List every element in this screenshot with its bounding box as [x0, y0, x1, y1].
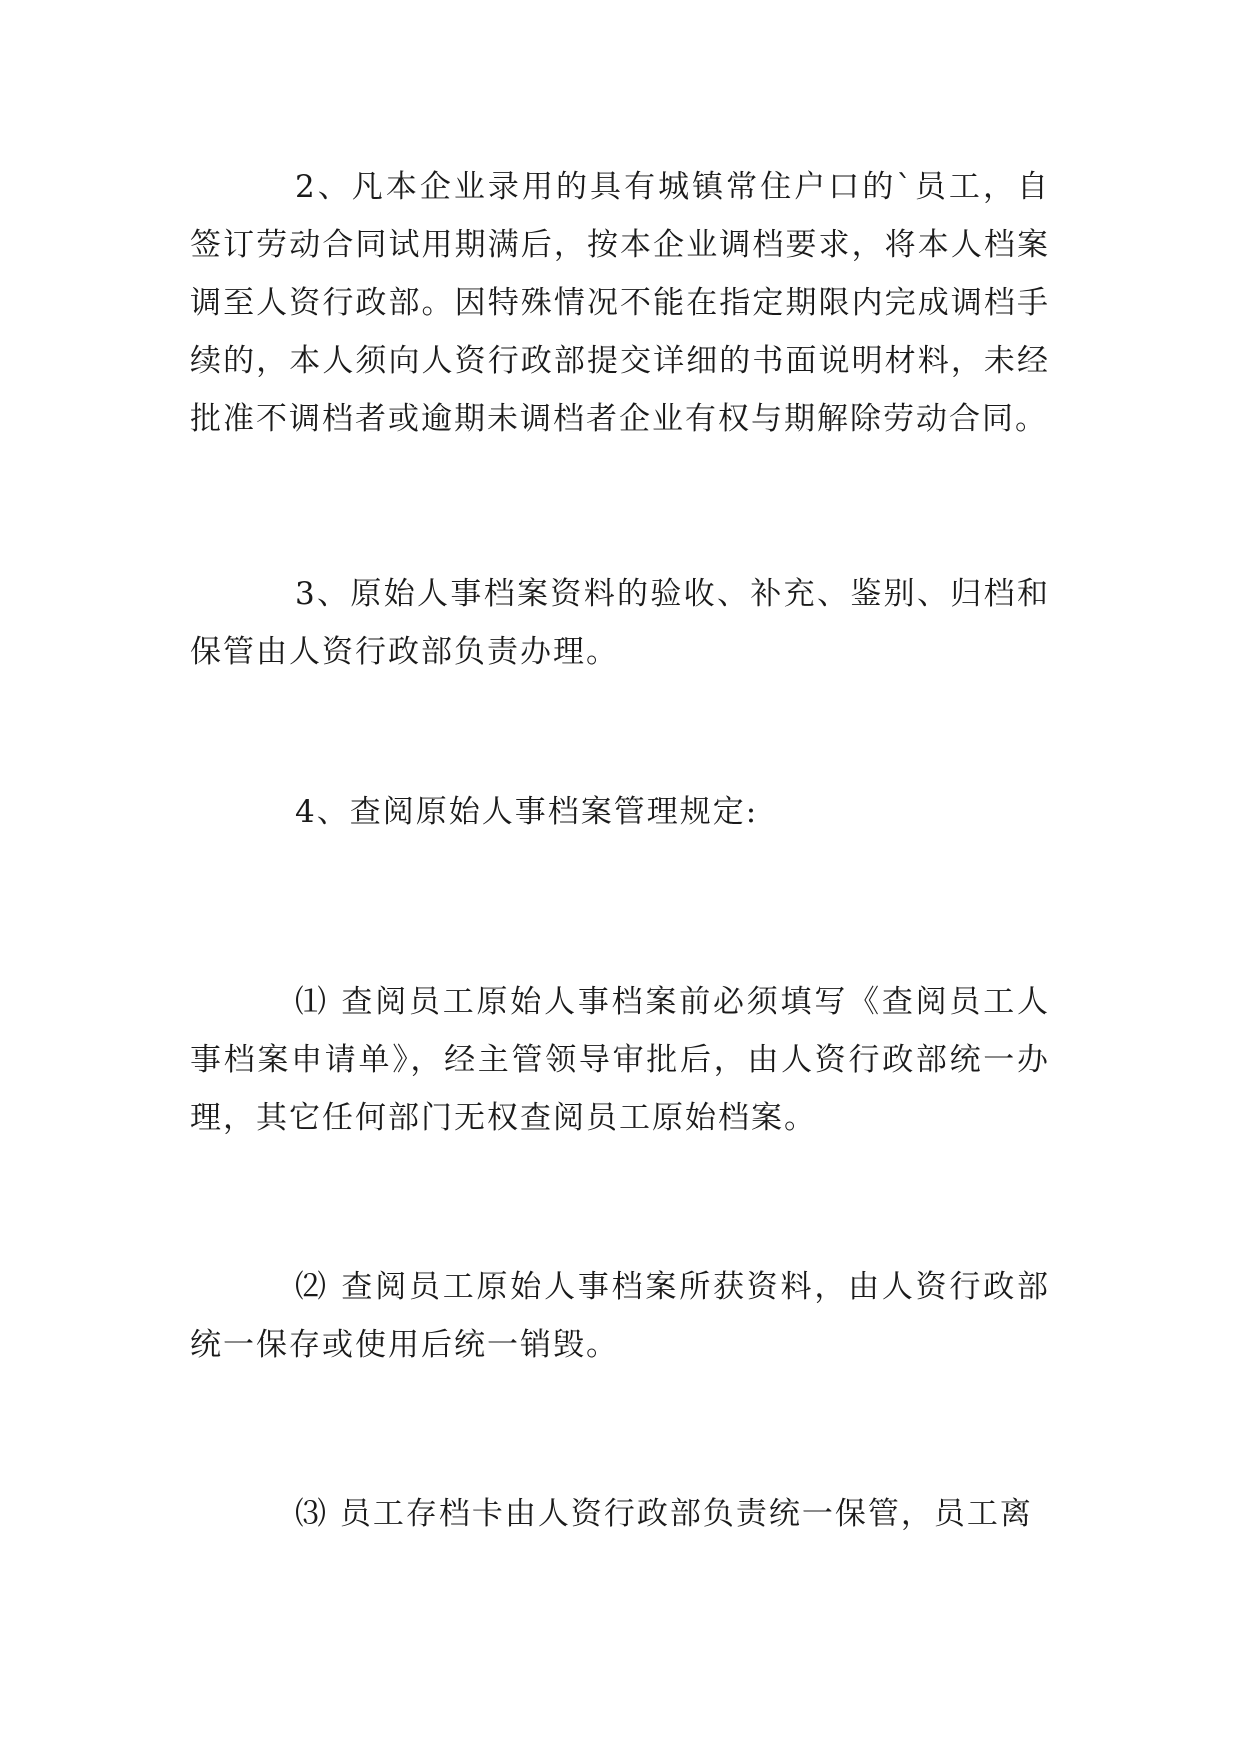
paragraph-subitem-2-materials-handling: ⑵ 查阅员工原始人事档案所获资料，由人资行政部统一保存或使用后统一销毁。 [190, 1269, 1050, 1363]
paragraph-item-4-access-rules-heading: 4、查阅原始人事档案管理规定: [295, 794, 759, 830]
paragraph-item-3-archive-management: 3、原始人事档案资料的验收、补充、鉴别、归档和保管由人资行政部负责办理。 [190, 576, 1050, 670]
paragraph-item-2-transfer-files: 2、凡本企业录用的具有城镇常住户口的`员工，自签订劳动合同试用期满后，按本企业调档要求，将本人档案调至人资行政部。因特殊情况不能在指定期限内完成调档手续的，本人须向人资行政部提交详细的书面说明材料，未经批准不调档者或逾期未调档者企业有权与期解除劳动合同。 [190, 169, 1050, 437]
paragraph-subitem-3-filing-card: ⑶ 员工存档卡由人资行政部负责统一保管，员工离 [295, 1496, 1033, 1532]
paragraph-subitem-1-access-application: ⑴ 查阅员工原始人事档案前必须填写《查阅员工人事档案申请单》，经主管领导审批后，由人资行政部统一办理，其它任何部门无权查阅员工原始档案。 [190, 984, 1050, 1136]
